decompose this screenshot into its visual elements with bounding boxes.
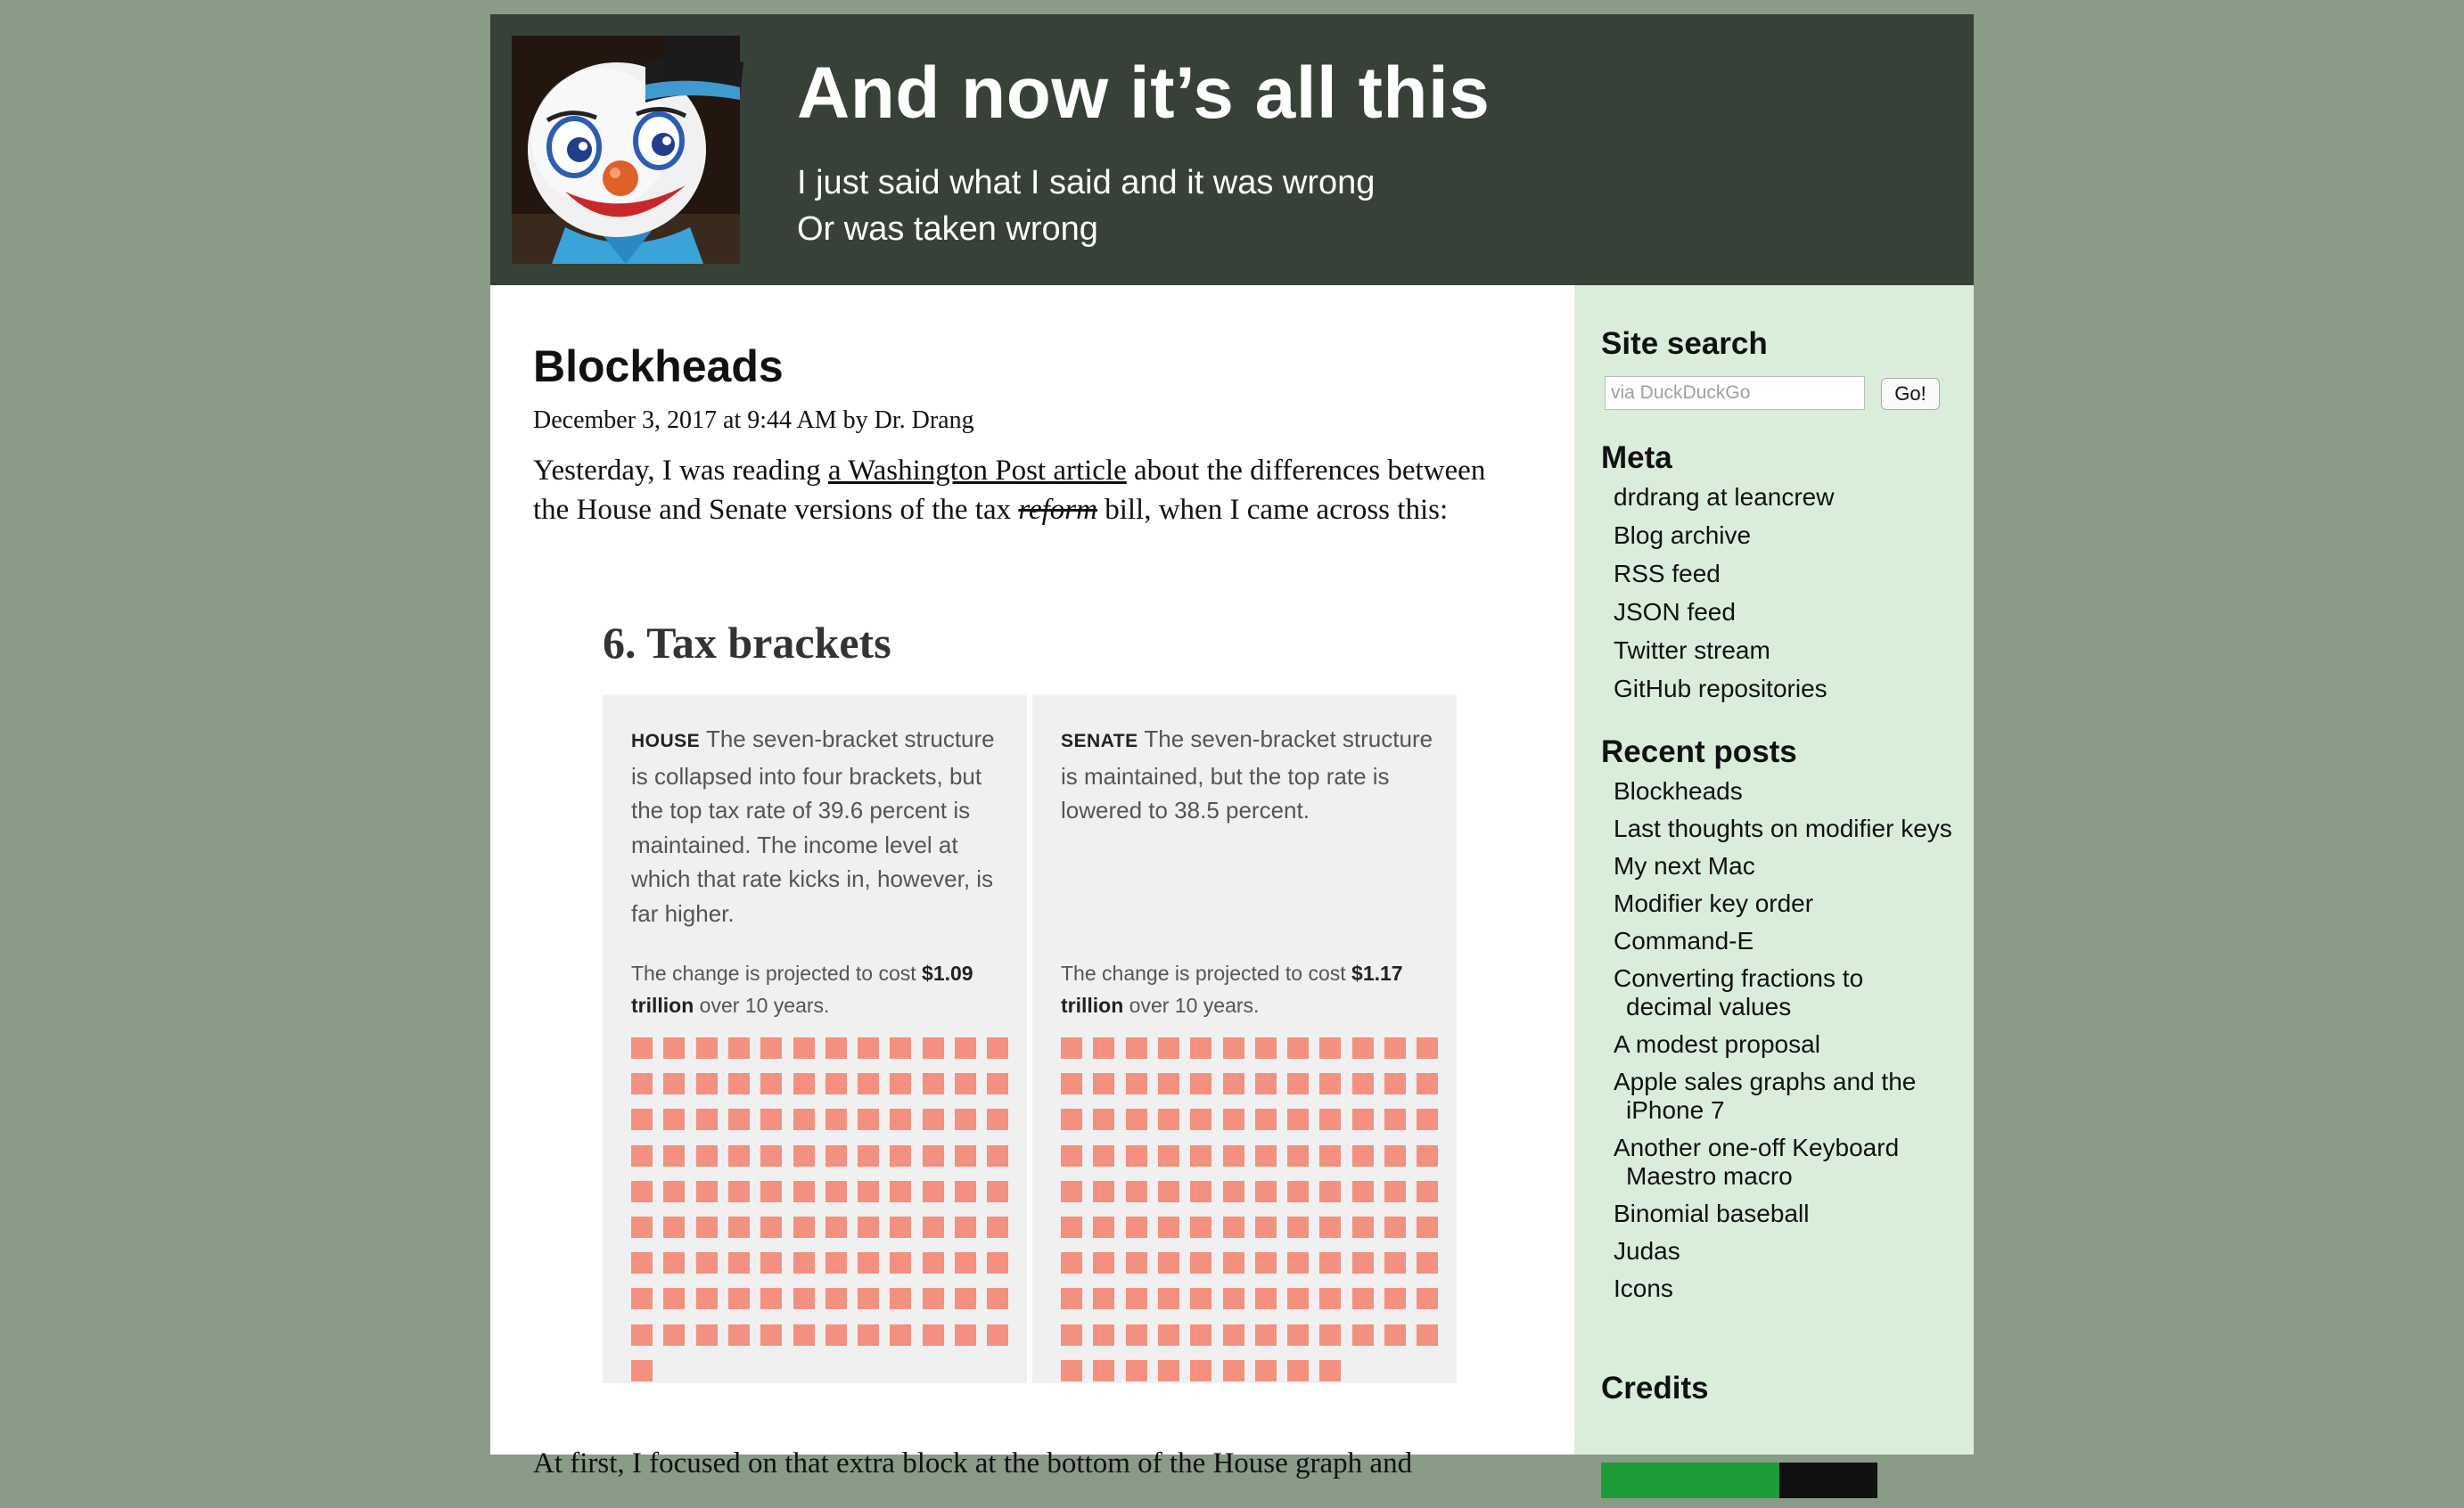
house-block — [728, 1217, 750, 1238]
house-block — [663, 1288, 685, 1309]
senate-block — [1417, 1109, 1438, 1130]
senate-block — [1093, 1252, 1114, 1274]
senate-block — [1255, 1217, 1277, 1238]
senate-block — [1417, 1324, 1438, 1346]
senate-block — [1255, 1109, 1277, 1130]
house-block — [760, 1217, 782, 1238]
senate-block — [1093, 1037, 1114, 1059]
senate-block — [1126, 1288, 1147, 1309]
senate-block — [1352, 1288, 1374, 1309]
senate-block — [1287, 1288, 1309, 1309]
senate-block — [1287, 1109, 1309, 1130]
senate-block — [1352, 1324, 1374, 1346]
senate-block — [1352, 1109, 1374, 1130]
senate-block — [1352, 1073, 1374, 1094]
house-block — [631, 1324, 653, 1346]
house-block — [923, 1037, 944, 1059]
main-content — [533, 285, 1514, 1479]
senate-block — [1319, 1217, 1341, 1238]
senate-block — [1126, 1217, 1147, 1238]
senate-block — [1190, 1109, 1211, 1130]
house-block — [793, 1037, 815, 1059]
house-block — [728, 1252, 750, 1274]
senate-block — [1158, 1288, 1179, 1309]
senate-block — [1384, 1288, 1406, 1309]
site-tagline-line-2: Or was taken wrong — [797, 210, 1098, 248]
recent-item[interactable]: Apple sales graphs and the iPhone 7 — [1614, 1068, 1917, 1124]
senate-block — [1158, 1324, 1179, 1346]
house-block — [858, 1109, 879, 1130]
senate-block — [1223, 1181, 1244, 1202]
house-block — [696, 1037, 718, 1059]
senate-block — [1384, 1324, 1406, 1346]
senate-block — [1287, 1252, 1309, 1274]
house-block — [728, 1288, 750, 1309]
senate-block — [1126, 1073, 1147, 1094]
house-block — [858, 1324, 879, 1346]
house-block — [858, 1145, 879, 1167]
senate-block — [1061, 1324, 1082, 1346]
house-block — [793, 1073, 815, 1094]
house-block — [890, 1288, 911, 1309]
house-block — [663, 1037, 685, 1059]
recent-item[interactable]: Last thoughts on modifier keys — [1614, 815, 1952, 842]
house-block — [760, 1145, 782, 1167]
house-block — [890, 1324, 911, 1346]
senate-cost-amount: $1.17 trillion — [1061, 962, 1403, 1017]
senate-block — [1061, 1181, 1082, 1202]
recent-item[interactable]: Converting fractions to decimal values — [1614, 964, 1864, 1020]
senate-text: The seven-bracket structure is maintained, but the top rate is lowered to 38.5 percent. — [1061, 725, 1433, 824]
house-block — [663, 1252, 685, 1274]
house-block — [825, 1037, 847, 1059]
senate-block — [1126, 1181, 1147, 1202]
senate-block — [1417, 1217, 1438, 1238]
house-block — [728, 1145, 750, 1167]
site-tagline-line-1: I just said what I said and it was wrong — [797, 164, 1376, 201]
house-block — [793, 1324, 815, 1346]
senate-block — [1319, 1109, 1341, 1130]
post-continue-paragraph: At first, I focused on that extra block at the bottom of the House graph and — [533, 1447, 1413, 1479]
senate-block — [1417, 1288, 1438, 1309]
senate-block — [1190, 1217, 1211, 1238]
senate-block — [1223, 1037, 1244, 1059]
recent-item[interactable]: Modifier key order — [1614, 889, 1814, 917]
house-block — [955, 1324, 976, 1346]
senate-block — [1384, 1145, 1406, 1167]
senate-block — [1319, 1252, 1341, 1274]
recent-item[interactable]: Command-E — [1614, 927, 1754, 955]
senate-block — [1093, 1288, 1114, 1309]
house-block — [858, 1252, 879, 1274]
house-block — [760, 1109, 782, 1130]
house-block — [663, 1145, 685, 1167]
senate-block — [1287, 1037, 1309, 1059]
senate-block — [1287, 1145, 1309, 1167]
house-block — [663, 1109, 685, 1130]
house-block — [631, 1252, 653, 1274]
senate-block — [1093, 1360, 1114, 1381]
house-block — [825, 1288, 847, 1309]
senate-block — [1061, 1360, 1082, 1381]
recent-item[interactable]: My next Mac — [1614, 852, 1755, 880]
senate-block — [1384, 1217, 1406, 1238]
house-block — [728, 1181, 750, 1202]
senate-block — [1190, 1288, 1211, 1309]
recent-item[interactable]: Judas — [1614, 1237, 1680, 1265]
senate-block — [1158, 1252, 1179, 1274]
senate-block — [1093, 1181, 1114, 1202]
senate-description — [1061, 722, 1435, 828]
senate-block — [1061, 1217, 1082, 1238]
house-block — [923, 1324, 944, 1346]
house-block — [923, 1109, 944, 1130]
house-cost-amount: $1.09 trillion — [631, 962, 973, 1017]
house-block — [631, 1109, 653, 1130]
site-search-heading: Site search — [1601, 326, 1768, 361]
house-block — [631, 1288, 653, 1309]
senate-block — [1287, 1181, 1309, 1202]
snowman-avatar-icon[interactable] — [512, 36, 740, 264]
house-block — [728, 1109, 750, 1130]
house-block — [923, 1288, 944, 1309]
house-block — [825, 1324, 847, 1346]
house-block — [760, 1073, 782, 1094]
recent-item[interactable]: A modest proposal — [1614, 1030, 1820, 1058]
house-block — [923, 1181, 944, 1202]
intro-text-before: Yesterday, I was reading — [533, 455, 828, 487]
senate-block — [1190, 1181, 1211, 1202]
senate-block — [1093, 1109, 1114, 1130]
credits-heading: Credits — [1601, 1371, 1709, 1406]
senate-block — [1319, 1037, 1341, 1059]
house-block — [987, 1073, 1008, 1094]
senate-block — [1223, 1073, 1244, 1094]
house-block — [858, 1181, 879, 1202]
senate-block — [1093, 1145, 1114, 1167]
house-block — [825, 1181, 847, 1202]
senate-block — [1287, 1073, 1309, 1094]
house-description — [631, 722, 1006, 930]
senate-block — [1352, 1181, 1374, 1202]
mathjax-logo[interactable] — [1601, 1435, 1895, 1508]
senate-block — [1417, 1252, 1438, 1274]
house-block — [696, 1181, 718, 1202]
senate-block — [1255, 1288, 1277, 1309]
meta-item[interactable]: Blog archive — [1614, 521, 1752, 549]
senate-block — [1126, 1324, 1147, 1346]
senate-block — [1223, 1288, 1244, 1309]
meta-heading: Meta — [1601, 440, 1672, 475]
senate-block — [1352, 1217, 1374, 1238]
senate-block — [1287, 1360, 1309, 1381]
house-block-grid — [631, 1037, 1006, 1376]
senate-block — [1417, 1145, 1438, 1167]
page — [490, 14, 1974, 1479]
senate-block — [1319, 1360, 1341, 1381]
house-block — [631, 1360, 653, 1381]
house-block — [955, 1037, 976, 1059]
house-block — [987, 1217, 1008, 1238]
house-block — [825, 1217, 847, 1238]
house-block — [663, 1324, 685, 1346]
meta-list — [1614, 483, 1952, 713]
senate-block — [1126, 1109, 1147, 1130]
house-block — [696, 1073, 718, 1094]
senate-block — [1384, 1109, 1406, 1130]
recent-item[interactable]: Blockheads — [1614, 777, 1743, 805]
struck-word: reform — [1018, 494, 1097, 526]
senate-block — [1158, 1217, 1179, 1238]
house-block — [696, 1252, 718, 1274]
senate-block — [1158, 1037, 1179, 1059]
house-block — [793, 1145, 815, 1167]
senate-block — [1287, 1324, 1309, 1346]
house-block — [696, 1145, 718, 1167]
house-block — [890, 1252, 911, 1274]
recent-item[interactable]: Binomial baseball — [1614, 1200, 1810, 1227]
post-intro-paragraph — [533, 451, 1496, 529]
house-block — [760, 1181, 782, 1202]
meta-item[interactable]: drdrang at leancrew — [1614, 483, 1835, 511]
senate-block — [1190, 1145, 1211, 1167]
senate-block — [1319, 1324, 1341, 1346]
senate-block — [1061, 1145, 1082, 1167]
senate-block — [1223, 1324, 1244, 1346]
senate-label: SENATE — [1061, 731, 1138, 751]
house-block — [858, 1037, 879, 1059]
house-block — [631, 1181, 653, 1202]
graphic-heading: 6. Tax brackets — [603, 618, 891, 668]
house-block — [728, 1324, 750, 1346]
meta-item[interactable]: JSON feed — [1614, 598, 1736, 626]
senate-block — [1223, 1217, 1244, 1238]
house-block — [890, 1109, 911, 1130]
house-block — [955, 1288, 976, 1309]
senate-cost-before: The change is projected to cost — [1061, 962, 1352, 985]
house-block — [793, 1288, 815, 1309]
house-block — [663, 1181, 685, 1202]
house-block — [793, 1181, 815, 1202]
senate-block — [1255, 1252, 1277, 1274]
senate-block — [1126, 1145, 1147, 1167]
washington-post-link[interactable]: a Washington Post article — [827, 455, 1127, 487]
senate-block — [1319, 1073, 1341, 1094]
senate-block — [1384, 1252, 1406, 1274]
house-block — [987, 1037, 1008, 1059]
senate-block — [1352, 1145, 1374, 1167]
house-block — [987, 1145, 1008, 1167]
house-panel — [603, 695, 1027, 1383]
senate-block — [1190, 1073, 1211, 1094]
house-block — [890, 1145, 911, 1167]
house-block — [760, 1288, 782, 1309]
senate-block — [1352, 1037, 1374, 1059]
house-block — [955, 1252, 976, 1274]
house-block — [760, 1037, 782, 1059]
senate-block — [1061, 1252, 1082, 1274]
house-block — [955, 1217, 976, 1238]
senate-cost — [1061, 957, 1435, 1021]
house-block — [858, 1217, 879, 1238]
senate-block — [1158, 1073, 1179, 1094]
senate-block — [1384, 1073, 1406, 1094]
house-block — [955, 1109, 976, 1130]
house-block — [825, 1109, 847, 1130]
house-block — [825, 1252, 847, 1274]
house-block — [858, 1288, 879, 1309]
senate-block — [1158, 1360, 1179, 1381]
senate-block — [1223, 1360, 1244, 1381]
senate-block — [1352, 1252, 1374, 1274]
recent-item[interactable]: Icons — [1614, 1274, 1673, 1302]
house-block — [631, 1037, 653, 1059]
house-block — [923, 1145, 944, 1167]
senate-block — [1223, 1145, 1244, 1167]
senate-block — [1417, 1073, 1438, 1094]
meta-item[interactable]: Twitter stream — [1614, 636, 1770, 664]
senate-block — [1384, 1037, 1406, 1059]
house-cost-after: over 10 years. — [694, 994, 830, 1017]
house-block — [955, 1073, 976, 1094]
senate-block — [1190, 1252, 1211, 1274]
post-meta: December 3, 2017 at 9:44 AM by Dr. Drang — [533, 406, 974, 434]
recent-item[interactable]: Another one-off Keyboard Maestro macro — [1614, 1134, 1900, 1190]
house-block — [760, 1252, 782, 1274]
senate-block — [1255, 1360, 1277, 1381]
house-cost-before: The change is projected to cost — [631, 962, 923, 985]
senate-block — [1255, 1037, 1277, 1059]
senate-block — [1061, 1109, 1082, 1130]
house-block — [987, 1109, 1008, 1130]
house-block — [987, 1181, 1008, 1202]
senate-block — [1223, 1252, 1244, 1274]
house-text: The seven-bracket structure is collapsed into four brackets, but the top tax rate of 39.6 percent is maintained. The income level at which that rate kicks in, however, is far higher. — [631, 725, 995, 927]
house-block — [987, 1252, 1008, 1274]
house-block — [631, 1073, 653, 1094]
house-block — [987, 1288, 1008, 1309]
house-block — [825, 1073, 847, 1094]
house-block — [760, 1324, 782, 1346]
senate-block-grid — [1061, 1037, 1435, 1376]
house-block — [890, 1217, 911, 1238]
house-cost — [631, 957, 1006, 1021]
senate-block — [1384, 1181, 1406, 1202]
house-block — [825, 1145, 847, 1167]
senate-block — [1319, 1145, 1341, 1167]
senate-block — [1093, 1073, 1114, 1094]
senate-panel — [1032, 695, 1457, 1383]
senate-block — [1190, 1324, 1211, 1346]
senate-block — [1061, 1037, 1082, 1059]
senate-block — [1255, 1073, 1277, 1094]
house-block — [793, 1217, 815, 1238]
senate-block — [1158, 1109, 1179, 1130]
meta-item[interactable]: RSS feed — [1614, 560, 1721, 587]
site-header — [490, 14, 1974, 285]
senate-block — [1319, 1288, 1341, 1309]
search-input[interactable] — [1605, 376, 1865, 410]
house-block — [987, 1324, 1008, 1346]
senate-block — [1255, 1324, 1277, 1346]
senate-block — [1255, 1181, 1277, 1202]
house-block — [858, 1073, 879, 1094]
post-title[interactable]: Blockheads — [533, 341, 784, 391]
house-block — [663, 1073, 685, 1094]
senate-block — [1190, 1037, 1211, 1059]
house-block — [696, 1324, 718, 1346]
senate-block — [1093, 1217, 1114, 1238]
senate-block — [1158, 1145, 1179, 1167]
sidebar — [1574, 285, 1974, 1455]
house-block — [631, 1145, 653, 1167]
recent-posts-heading: Recent posts — [1601, 734, 1797, 769]
meta-item[interactable]: GitHub repositories — [1614, 675, 1827, 702]
senate-block — [1061, 1288, 1082, 1309]
house-block — [890, 1073, 911, 1094]
senate-block — [1319, 1181, 1341, 1202]
intro-text-after: bill, when I came across this: — [1096, 494, 1449, 526]
house-block — [793, 1109, 815, 1130]
house-block — [728, 1073, 750, 1094]
house-block — [955, 1145, 976, 1167]
house-block — [631, 1217, 653, 1238]
house-block — [663, 1217, 685, 1238]
house-block — [923, 1073, 944, 1094]
house-block — [728, 1037, 750, 1059]
house-block — [696, 1109, 718, 1130]
house-block — [923, 1217, 944, 1238]
senate-block — [1255, 1145, 1277, 1167]
senate-block — [1287, 1217, 1309, 1238]
senate-block — [1223, 1109, 1244, 1130]
house-block — [955, 1181, 976, 1202]
house-block — [696, 1217, 718, 1238]
house-block — [793, 1252, 815, 1274]
senate-block — [1126, 1252, 1147, 1274]
search-go-button[interactable]: Go! — [1881, 378, 1940, 410]
house-label: HOUSE — [631, 731, 701, 751]
senate-block — [1417, 1181, 1438, 1202]
senate-block — [1126, 1360, 1147, 1381]
house-block — [923, 1252, 944, 1274]
senate-cost-after: over 10 years. — [1123, 994, 1260, 1017]
recent-posts-list — [1614, 777, 1952, 1312]
intro-text-mid: about the differences between the House and Senate versions of the tax — [533, 455, 1486, 526]
house-block — [890, 1037, 911, 1059]
house-block — [890, 1181, 911, 1202]
house-block — [696, 1288, 718, 1309]
senate-block — [1093, 1324, 1114, 1346]
senate-block — [1126, 1037, 1147, 1059]
senate-block — [1158, 1181, 1179, 1202]
senate-block — [1061, 1073, 1082, 1094]
site-title[interactable]: And now it’s all this — [797, 53, 1491, 134]
senate-block — [1417, 1037, 1438, 1059]
senate-block — [1190, 1360, 1211, 1381]
